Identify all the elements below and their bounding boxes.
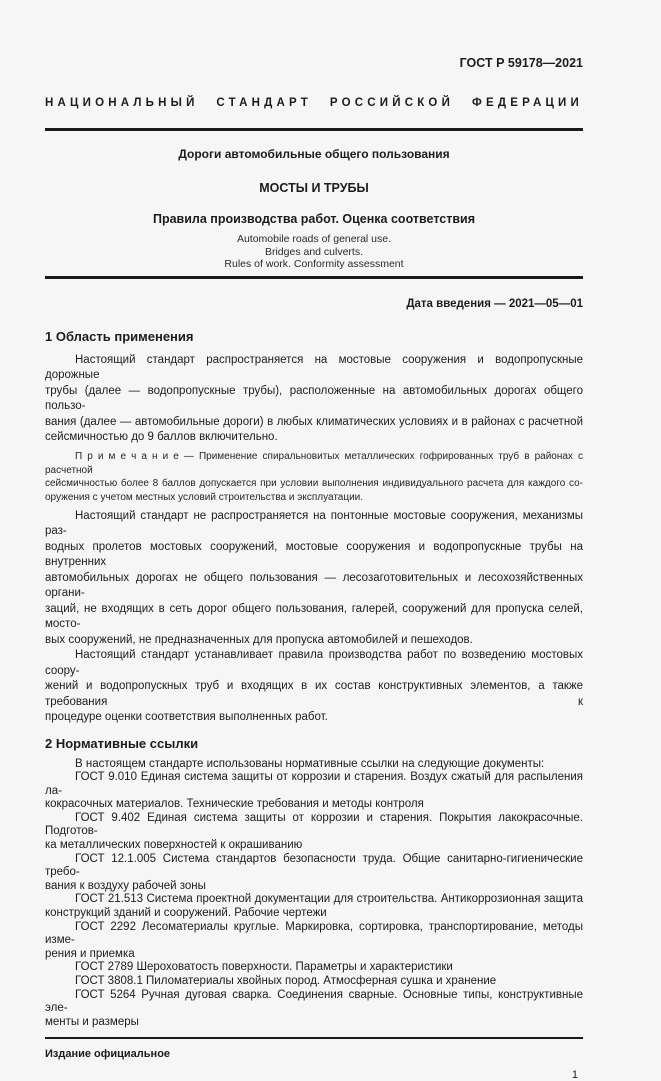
paragraph-line: ГОСТ 21.513 Система проектной документации для строительства. Антикоррозионная защита: [75, 893, 583, 906]
header-rule: [45, 128, 583, 131]
paragraph: [45, 853, 583, 894]
title-subtitle: Правила производства работ. Оценка соответствия: [152, 212, 476, 226]
paragraph-line: ГОСТ 3808.1 Пиломатериалы хвойных пород. Атмосферная сушка и хранение: [75, 975, 497, 987]
note-paragraph: [45, 450, 583, 504]
title-rule: [45, 276, 583, 279]
paragraph-line: водных пролетов мостовых сооружений, мостовые сооружения и водопропускные трубы на внутренних: [45, 540, 583, 568]
paragraph-line: рения и приемка: [45, 947, 135, 960]
paragraph: [45, 758, 583, 772]
paragraph-line: заций, не входящих в сеть дорог общего пользования, галерей, сооружений для пропуска селей, мосто-: [45, 602, 583, 630]
paragraph-line: Настоящий стандарт устанавливает правила производства работ по возведению мостовых соору-: [45, 649, 583, 677]
section-content: [45, 758, 583, 1030]
paragraph: [45, 893, 583, 920]
paragraph: [45, 975, 583, 989]
paragraph: [45, 812, 583, 853]
paragraph-line: ка металлических поверхностей к окрашиванию: [45, 839, 303, 852]
paragraph-line: жений и водопропускных труб и входящих в их состав конструктивных элементов, а также требования к: [45, 680, 583, 708]
paragraph-line: Настоящий стандарт распространяется на мостовые сооружения и водопропускные дорожные: [45, 353, 583, 381]
paragraph-line: кокрасочных материалов. Технические требования и методы контроля: [45, 798, 424, 811]
paragraph: [45, 989, 583, 1030]
paragraph-line: Настоящий стандарт не распространяется на понтонные мостовые сооружения, механизмы раз-: [45, 509, 583, 537]
english-title-line: Automobile roads of general use.: [236, 233, 392, 245]
paragraph-line: вания к воздуху рабочей зоны: [45, 879, 206, 892]
section-heading: 1 Область применения: [45, 328, 194, 344]
edition-note: Издание официальное: [45, 1048, 171, 1061]
paragraph-line: ГОСТ 9.010 Единая система защиты от коррозии и старения. Воздух сжатый для распыления ла-: [45, 771, 583, 797]
paragraph-line: В настоящем стандарте использованы нормативные ссылки на следующие документы:: [75, 757, 545, 770]
english-title-line: Bridges and culverts.: [264, 245, 364, 258]
paragraph-line: сейсмичностью до 9 баллов включительно.: [45, 431, 278, 443]
paragraph-line: менты и размеры: [45, 1015, 139, 1028]
paragraph: [45, 648, 583, 726]
document-code: ГОСТ Р 59178—2021: [459, 56, 583, 70]
page-number: 1: [571, 1069, 578, 1081]
english-title-block: [45, 233, 583, 271]
paragraph: [45, 771, 583, 812]
paragraph-line: ГОСТ 2789 Шероховатость поверхности. Параметры и характеристики: [75, 961, 453, 974]
paragraph-line: ГОСТ 12.1.005 Система стандартов безопасности труда. Общие санитарно-гигиенические требо-: [45, 852, 583, 879]
paragraph: [45, 961, 583, 975]
title-main: МОСТЫ И ТРУБЫ: [259, 181, 369, 195]
section-heading: 2 Нормативные ссылки: [45, 735, 199, 751]
paragraph-line: ГОСТ 2292 Лесоматериалы круглые. Маркировка, сортировка, транспортирование, методы изме-: [45, 920, 583, 947]
paragraph-line: сейсмичностью более 8 баллов допускается при условии выполнения индивидуального расчета для каждого со-: [45, 478, 583, 489]
english-title-line: Rules of work. Conformity assessment: [224, 258, 404, 270]
paragraph-line: ГОСТ 9.402 Единая система защиты от коррозии и старения. Покрытия лакокрасочные. Подготов-: [45, 811, 583, 838]
paragraph-line: ГОСТ 5264 Ручная дуговая сварка. Соединения сварные. Основные типы, конструктивные эле-: [45, 988, 583, 1015]
effective-date: Дата введения — 2021—05—01: [406, 297, 583, 310]
paragraph-line: автомобильных дорогах не общего пользования — лесозаготовительных и лесохозяйственных органи-: [45, 571, 583, 599]
paragraph-line: П р и м е ч а н и е — Применение спиральновитых металлических гофрированных труб в районах с расчетной: [45, 451, 583, 476]
national-standard-banner: НАЦИОНАЛЬНЫЙ СТАНДАРТ РОССИЙСКОЙ ФЕДЕРАЦИИ: [45, 97, 583, 109]
title-subject: Дороги автомобильные общего пользования: [178, 147, 450, 161]
paragraph: [45, 353, 583, 446]
paragraph-line: процедуре оценки соответствия выполненных работ.: [45, 711, 328, 723]
paragraph-line: трубы (далее — водопропускные трубы), расположенные на автомобильных дорогах общего пользо-: [45, 384, 583, 412]
paragraph-line: вых сооружений, не предназначенных для пропуска автомобилей и пешеходов.: [45, 633, 473, 646]
footer-rule: [45, 1037, 583, 1039]
paragraph-line: оружения с учетом местных условий строительства и эксплуатации.: [45, 491, 364, 503]
paragraph: [45, 921, 583, 962]
document-body: [45, 329, 583, 1030]
paragraph-line: конструкций зданий и сооружений. Рабочие чертежи: [45, 907, 327, 920]
paragraph-line: вания (далее — автомобильные дороги) в любых климатических условиях и в районах с расчетной: [45, 415, 583, 428]
section-content: [45, 353, 583, 726]
paragraph: [45, 509, 583, 649]
